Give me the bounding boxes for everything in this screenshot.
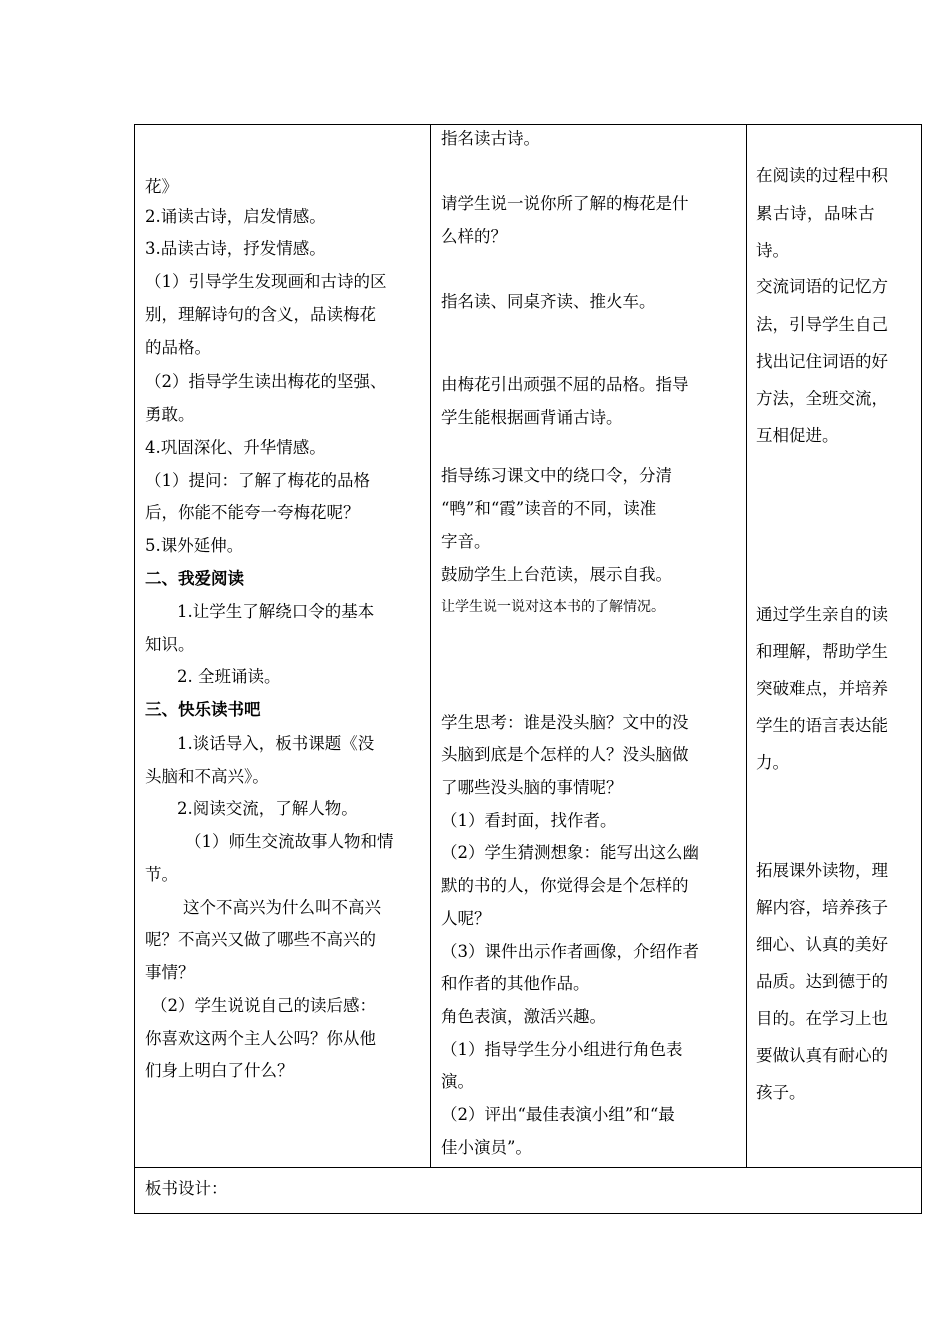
col1-line: （1）提问：了解了梅花的品格 [145,471,370,490]
col3-line: 突破难点，并培养 [756,679,888,698]
col1-line: 2.诵读古诗，启发情感。 [145,207,326,226]
col2-line: （1）看封面，找作者。 [441,811,617,830]
col1-line: 2.阅读交流，了解人物。 [177,799,358,818]
col3-line: 法，引导学生自己 [756,315,888,334]
col3-line: 诗。 [756,241,789,260]
col3-line: 互相促进。 [756,426,839,445]
col3-line: 品质。达到德于的 [756,972,888,991]
col2-line: 指名读古诗。 [441,129,540,148]
column-divider-1 [430,125,431,1167]
col1-line: 事情？ [145,963,195,982]
col2-line: 由梅花引出顽强不屈的品格。指导 [441,375,689,394]
col2-line: 默的书的人，你觉得会是个怎样的 [441,876,689,895]
col2-line: 学生思考：谁是没头脑？文中的没 [441,713,689,732]
col3-line: 解内容，培养孩子 [756,898,888,917]
col2-line: 让学生说一说对这本书的了解情况。 [441,599,665,615]
col3-line: 要做认真有耐心的 [756,1046,888,1065]
col2-line: 演。 [441,1072,474,1091]
col3-line: 累古诗，品味古 [756,204,875,223]
col1-line: （2）学生说说自己的读后感： [151,996,376,1015]
col1-line: 呢？不高兴又做了哪些不高兴的 [145,930,376,949]
col2-line: 了哪些没头脑的事情呢？ [441,778,623,797]
col2-line: 请学生说一说你所了解的梅花是什 [441,194,689,213]
col3-line: 学生的语言表达能 [756,716,888,735]
col2-line: 和作者的其他作品。 [441,974,590,993]
col2-line: （1）指导学生分小组进行角色表 [441,1040,683,1059]
col2-line: 指导练习课文中的绕口令，分清 [441,466,672,485]
col1-line: 花》 [145,177,178,196]
col2-line: （3）课件出示作者画像，介绍作者 [441,942,699,961]
col3-line: 和理解，帮助学生 [756,642,888,661]
col1-line: 1.谈话导入，板书课题《没 [177,734,375,753]
col3-line: 在阅读的过程中积 [756,166,888,185]
col3-line: 交流词语的记忆方 [756,277,888,296]
col1-line: 3.品读古诗，抒发情感。 [145,239,326,258]
col1-line: 的品格。 [145,338,211,357]
col2-line: 人呢？ [441,909,491,928]
col3-line: 方法，全班交流， [756,389,888,408]
lesson-plan-table [134,124,922,1214]
col2-line: 角色表演，激活兴趣。 [441,1007,606,1026]
col1-line: 节。 [145,865,178,884]
col1-line: 2. 全班诵读。 [177,667,281,686]
col3-line: 孩子。 [756,1083,806,1102]
col1-line: 4.巩固深化、升华情感。 [145,438,326,457]
col1-line: 你喜欢这两个主人公吗？你从他 [145,1029,376,1048]
section-heading-reading: 二、我爱阅读 [145,569,244,588]
col2-line: 学生能根据画背诵古诗。 [441,408,623,427]
col2-line: 头脑到底是个怎样的人？没头脑做 [441,745,689,764]
col1-line: 后，你能不能夸一夸梅花呢？ [145,503,360,522]
col1-line: 5.课外延伸。 [145,536,244,555]
col1-line: （2）指导学生读出梅花的坚强、 [145,372,387,391]
col3-line: 通过学生亲自的读 [756,605,888,624]
col1-line: （1）师生交流故事人物和情 [185,832,394,851]
col1-line: （1）引导学生发现画和古诗的区 [145,272,387,291]
col1-line: 这个不高兴为什么叫不高兴 [183,898,381,917]
col2-line: 鼓励学生上台范读，展示自我。 [441,565,672,584]
footer-divider [135,1167,921,1168]
column-divider-2 [746,125,747,1167]
col2-line: 字音。 [441,532,491,551]
col2-line: 么样的？ [441,227,507,246]
col1-line: 头脑和不高兴》。 [145,767,269,786]
col3-line: 细心、认真的美好 [756,935,888,954]
col2-line: 指名读、同桌齐读、推火车。 [441,292,656,311]
section-heading-happy-reading: 三、快乐读书吧 [145,700,261,719]
col1-line: 们身上明白了什么？ [145,1061,294,1080]
col2-line: （2）学生猜测想象：能写出这么幽 [441,843,699,862]
col1-line: 1.让学生了解绕口令的基本 [177,602,375,621]
col3-line: 力。 [756,753,789,772]
col2-line: “鸭”和“霞”读音的不同，读准 [441,499,657,518]
col3-line: 目的。在学习上也 [756,1009,888,1028]
col1-line: 别，理解诗句的含义，品读梅花 [145,305,376,324]
col2-line: （2）评出“最佳表演小组”和“最 [441,1105,675,1124]
col1-line: 知识。 [145,635,195,654]
col2-line: 佳小演员”。 [441,1138,532,1157]
col3-line: 找出记住词语的好 [756,352,888,371]
col1-line: 勇敢。 [145,405,195,424]
col3-line: 拓展课外读物，理 [756,861,888,880]
board-design-label: 板书设计： [145,1179,228,1198]
